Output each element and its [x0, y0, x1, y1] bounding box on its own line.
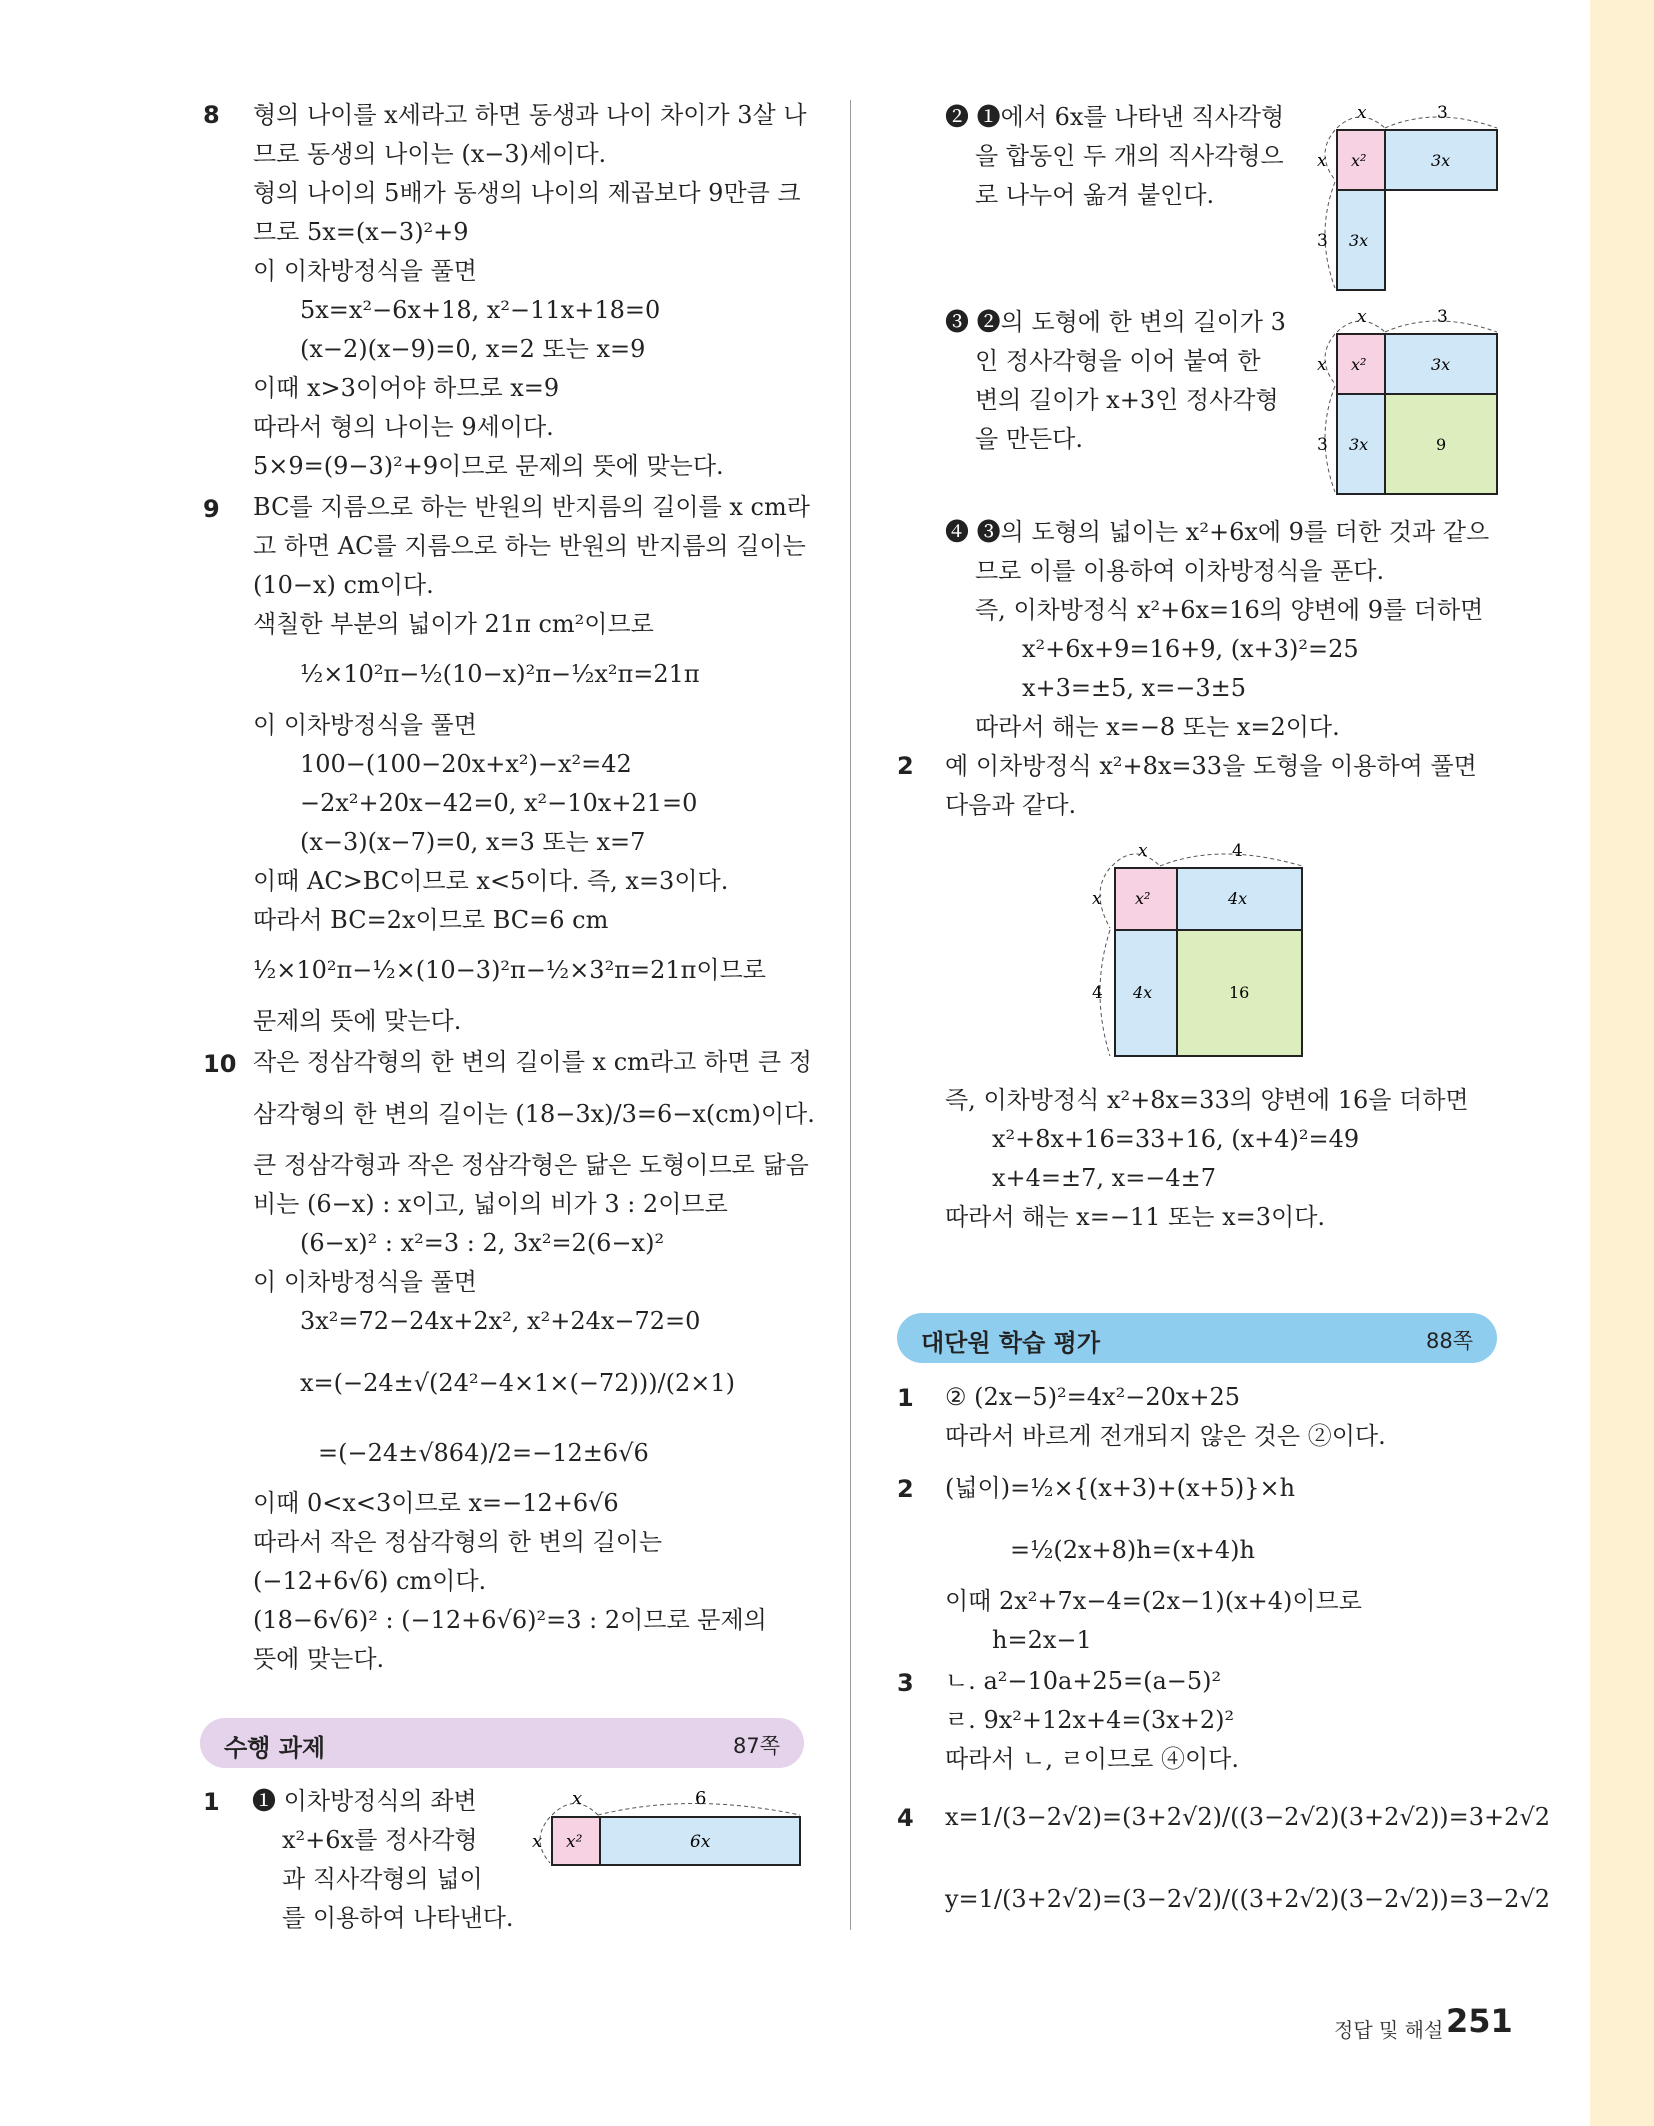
cell-label: 16 — [1229, 983, 1250, 1002]
equation-line: x=(−24±√(24²−4×1×(−72)))/(2×1) — [300, 1369, 736, 1397]
text-line: 인 정사각형을 이어 붙여 한 — [975, 347, 1261, 375]
equation-line: h=2x−1 — [992, 1626, 1092, 1654]
problem-number: 2 — [897, 1475, 914, 1503]
text-line: 5×9=(9−3)²+9이므로 문제의 뜻에 맞는다. — [253, 452, 724, 480]
area-diagram-step3 — [1305, 308, 1505, 498]
text-line: 므로 이를 이용하여 이차방정식을 푼다. — [975, 557, 1385, 585]
dim-label: x — [1357, 308, 1367, 327]
cell-label: 4x — [1133, 983, 1153, 1002]
text-line: 이 이차방정식을 풀면 — [253, 257, 477, 285]
text-line: ❸ ❷의 도형에 한 변의 길이가 3 — [945, 308, 1286, 336]
area-diagram-step2 — [1305, 104, 1505, 294]
text-line: 과 직사각형의 넓이 — [282, 1865, 483, 1893]
text-line: 다음과 같다. — [945, 791, 1077, 819]
problem-number: 2 — [897, 752, 914, 780]
text-line: 형의 나이를 x세라고 하면 동생과 나이 차이가 3살 나 — [253, 101, 807, 129]
text-line: 비는 (6−x) : x이고, 넓이의 비가 3 : 2이므로 — [253, 1190, 728, 1218]
equation-line: (x−3)(x−7)=0, x=3 또는 x=7 — [300, 828, 646, 856]
area-diagram-x2-8x — [1080, 832, 1320, 1062]
cell-label: 6x — [690, 1832, 711, 1852]
text-line: 따라서 형의 나이는 9세이다. — [253, 413, 554, 441]
dim-label: 3 — [1437, 104, 1448, 123]
dim-label: 3 — [1437, 308, 1448, 327]
equation-line: y=1/(3+2√2)=(3−2√2)/((3+2√2)(3−2√2))=3−2√2 — [945, 1885, 1551, 1913]
problem-number: 8 — [203, 101, 220, 129]
dim-label: 3 — [1317, 231, 1328, 251]
text-line: 문제의 뜻에 맞는다. — [253, 1007, 462, 1035]
area-diagram-x2-6x — [530, 1790, 810, 1890]
text-line: 큰 정삼각형과 작은 정삼각형은 닮은 도형이므로 닮음 — [253, 1151, 809, 1179]
text-line: (18−6√6)² : (−12+6√6)²=3 : 2이므로 문제의 — [253, 1606, 767, 1634]
text-line: 즉, 이차방정식 x²+8x=33의 양변에 16을 더하면 — [945, 1086, 1469, 1114]
equation-line: 5x=x²−6x+18, x²−11x+18=0 — [300, 296, 661, 324]
text-line: 이때 x>3이어야 하므로 x=9 — [253, 374, 560, 402]
equation-line: x+4=±7, x=−4±7 — [992, 1164, 1217, 1192]
equation-line: (6−x)² : x²=3 : 2, 3x²=2(6−x)² — [300, 1229, 665, 1257]
equation-line: =(−24±√864)/2=−12±6√6 — [318, 1439, 649, 1467]
text-line: (10−x) cm이다. — [253, 571, 434, 599]
review-banner — [897, 1313, 1497, 1363]
text-line: 따라서 바르게 전개되지 않은 것은 ②이다. — [945, 1422, 1386, 1450]
footer-label: 정답 및 해설 — [1334, 2018, 1444, 2042]
dim-label: 6 — [695, 1790, 707, 1809]
text-line: 을 합동인 두 개의 직사각형으 — [975, 142, 1284, 170]
text-line: 변의 길이가 x+3인 정사각형 — [975, 386, 1279, 414]
dim-label: 3 — [1317, 435, 1328, 455]
text-line: 따라서 ㄴ, ㄹ이므로 ④이다. — [945, 1745, 1239, 1773]
banner-title: 수행 과제 — [224, 1734, 326, 1762]
text-line: 뜻에 맞는다. — [253, 1645, 385, 1673]
problem-number: 3 — [897, 1669, 914, 1697]
text-line: BC를 지름으로 하는 반원의 반지름의 길이를 x cm라 — [253, 493, 810, 521]
page-number: 251 — [1446, 2002, 1513, 2040]
equation-line: 100−(100−20x+x²)−x²=42 — [300, 750, 632, 778]
dimension-arc — [1160, 854, 1302, 866]
problem-number: 4 — [897, 1804, 914, 1832]
text-line: 이때 0<x<3이므로 x=−12+6√6 — [253, 1489, 619, 1517]
dim-label: 4 — [1092, 983, 1103, 1003]
text-line: 을 만든다. — [975, 425, 1083, 453]
equation-line: x=1/(3−2√2)=(3+2√2)/((3−2√2)(3+2√2))=3+2√2 — [945, 1803, 1550, 1831]
dim-label: x — [1317, 151, 1327, 171]
equation-line: (넓이)=½×{(x+3)+(x+5)}×h — [945, 1474, 1296, 1502]
cell-label: 3x — [1431, 151, 1451, 170]
task-banner — [200, 1718, 804, 1768]
equation-line: (x−2)(x−9)=0, x=2 또는 x=9 — [300, 335, 646, 363]
dim-label: x — [572, 1790, 583, 1809]
equation-line: x²+8x+16=33+16, (x+4)²=49 — [992, 1125, 1360, 1153]
text-line: 예 이차방정식 x²+8x=33을 도형을 이용하여 풀면 — [945, 752, 1477, 780]
dim-label: x — [1357, 104, 1367, 123]
equation-line: −2x²+20x−42=0, x²−10x+21=0 — [300, 789, 698, 817]
problem-number: 10 — [203, 1050, 237, 1078]
equation-line: ½×10²π−½×(10−3)²π−½×3²π=21π이므로 — [253, 956, 766, 984]
equation-line: x+3=±5, x=−3±5 — [1022, 674, 1247, 702]
text-line: 따라서 작은 정삼각형의 한 변의 길이는 — [253, 1528, 663, 1556]
text-line: 므로 동생의 나이는 (x−3)세이다. — [253, 140, 607, 168]
banner-page: 88쪽 — [1425, 1329, 1473, 1353]
side-strip — [1590, 0, 1654, 2126]
dim-label: x — [1092, 889, 1102, 909]
equation-line: x²+6x+9=16+9, (x+3)²=25 — [1022, 635, 1359, 663]
text-line: 즉, 이차방정식 x²+6x=16의 양변에 9를 더하면 — [975, 596, 1484, 624]
text-line: 므로 5x=(x−3)²+9 — [253, 218, 469, 246]
banner-page: 87쪽 — [732, 1734, 780, 1758]
text-line: ㄴ. a²−10a+25=(a−5)² — [945, 1667, 1222, 1695]
equation-line: 3x²=72−24x+2x², x²+24x−72=0 — [300, 1307, 701, 1335]
dim-label: 4 — [1232, 841, 1243, 861]
text-line: 이때 AC>BC이므로 x<5이다. 즉, x=3이다. — [253, 867, 729, 895]
text-line: 색칠한 부분의 넓이가 21π cm²이므로 — [253, 610, 654, 638]
dimension-arc — [1112, 854, 1160, 866]
cell-label: 4x — [1228, 889, 1248, 908]
text-line: 를 이용하여 나타낸다. — [282, 1904, 514, 1932]
banner-title: 대단원 학습 평가 — [921, 1329, 1100, 1357]
text-line: ❶ 이차방정식의 좌변 — [252, 1787, 477, 1815]
text-line: (−12+6√6) cm이다. — [253, 1567, 487, 1595]
text-line: 고 하면 AC를 지름으로 하는 반원의 반지름의 길이는 — [253, 532, 806, 560]
text-line: 따라서 해는 x=−11 또는 x=3이다. — [945, 1203, 1326, 1231]
text-line: 이 이차방정식을 풀면 — [253, 1268, 477, 1296]
text-line: 따라서 BC=2x이므로 BC=6 cm — [253, 906, 609, 934]
cell-label: 3x — [1349, 231, 1369, 250]
dim-label: x — [1317, 355, 1327, 375]
cell-label: x² — [566, 1832, 583, 1852]
text-line: 작은 정삼각형의 한 변의 길이를 x cm라고 하면 큰 정 — [253, 1048, 812, 1076]
cell-label: 3x — [1431, 355, 1451, 374]
column-divider — [850, 100, 851, 1930]
text-line: 따라서 해는 x=−8 또는 x=2이다. — [975, 713, 1340, 741]
cell-label: 3x — [1349, 435, 1369, 454]
text-line: 로 나누어 옮겨 붙인다. — [975, 181, 1215, 209]
dim-label: x — [1138, 841, 1148, 861]
text-line: 삼각형의 한 변의 길이는 (18−3x)/3=6−x(cm)이다. — [253, 1100, 815, 1128]
text-line: 형의 나이의 5배가 동생의 나이의 제곱보다 9만큼 크 — [253, 179, 801, 207]
text-line: ❷ ❶에서 6x를 나타낸 직사각형 — [945, 103, 1285, 131]
problem-number: 1 — [897, 1384, 914, 1412]
cell-label: 9 — [1436, 435, 1447, 454]
equation-line: =½(2x+8)h=(x+4)h — [1010, 1536, 1255, 1564]
text-line: 이때 2x²+7x−4=(2x−1)(x+4)이므로 — [945, 1587, 1362, 1615]
problem-number: 9 — [203, 495, 220, 523]
text-line: ❹ ❸의 도형의 넓이는 x²+6x에 9를 더한 것과 같으 — [945, 518, 1490, 546]
text-line: ② (2x−5)²=4x²−20x+25 — [945, 1383, 1241, 1411]
cell-label: x² — [1351, 355, 1367, 374]
text-line: ㄹ. 9x²+12x+4=(3x+2)² — [945, 1706, 1235, 1734]
equation-line: ½×10²π−½(10−x)²π−½x²π=21π — [300, 660, 700, 688]
dim-label: x — [532, 1831, 543, 1852]
text-line: 이 이차방정식을 풀면 — [253, 711, 477, 739]
cell-label: x² — [1351, 151, 1367, 170]
text-line: x²+6x를 정사각형 — [282, 1826, 478, 1854]
problem-number: 1 — [203, 1788, 220, 1816]
cell-label: x² — [1135, 889, 1151, 908]
